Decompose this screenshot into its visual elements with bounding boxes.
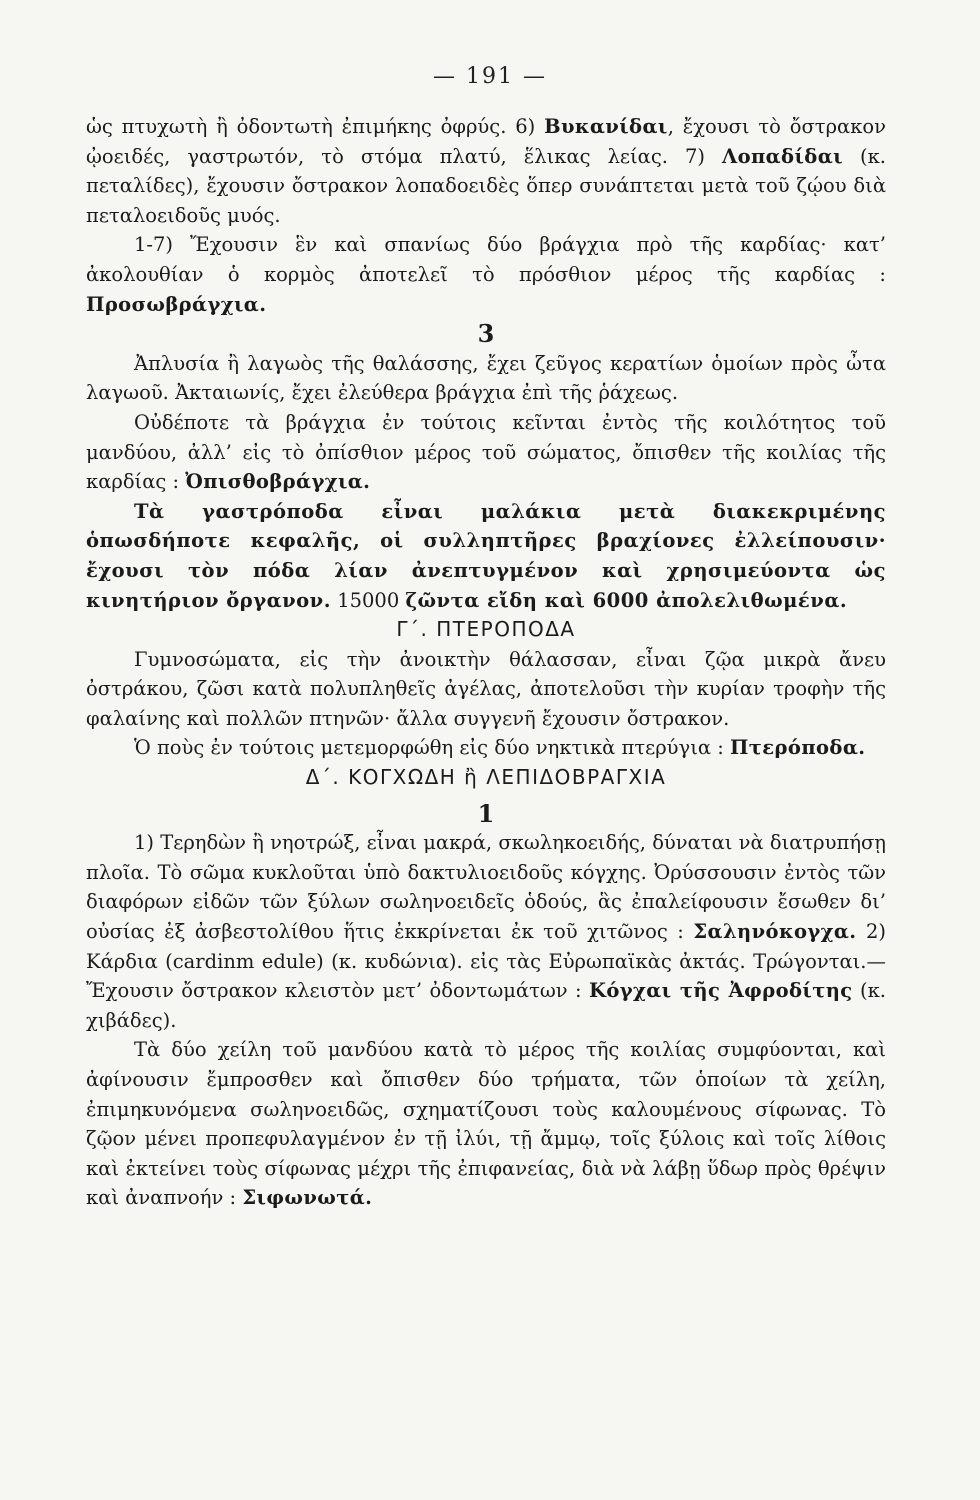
bold-text-run: Τὰ γαστρόποδα εἶναι μαλάκια μετὰ διακεκριμένης ὁπωσδήποτε κεφαλῆς, οἱ συλληπτῆρες βραχίονες ἐλλείπουσιν· ἔχουσι τὸν πόδα λίαν ἀνεπτυγμένον καὶ χρησιμεύοντα ὡς κινητήριον ὄργανον. xyxy=(86,499,886,612)
paragraph xyxy=(86,408,886,497)
page-number: — 191 — xyxy=(433,64,547,89)
text-run: Ὁ ποὺς ἐν τούτοις μετεμορφώθη εἰς δύο νηκτικὰ πτερύγια : xyxy=(134,736,730,760)
section-number: 1 xyxy=(477,798,495,828)
text-run: Τὰ δύο χείλη τοῦ μανδύου κατὰ τὸ μέρος τῆς κοιλίας συμφύονται, καὶ ἀφίνουσιν ἔμπροσθεν καὶ ὄπισθεν δύο τρήματα, τῶν ὁποίων τὰ χείλη, ἐπιμηκυνόμενα σωληνοειδῶς, σχηματίζουσι τοὺς καλουμένους σίφωνας. Τὸ ζῷον μένει προπεφυλαγμένον ἐν τῇ ἰλύι, τῇ ἄμμῳ, τοῖς ξύλοις καὶ τοῖς λίθοις καὶ ἐκτείνει τοὺς σίφωνας μέχρι τῆς ἐπιφανείας, διὰ νὰ λάβῃ ὕδωρ πρὸς θρέψιν καὶ ἀναπνοήν : xyxy=(86,1038,886,1210)
text-run: 2) Κάρδια (cardinm edule) (κ. κυδώνια). εἰς τὰς Εὐρωπαϊκὰς ἀκτάς. Τρώγονται.—Ἔχουσιν ὄστρακον κλειστὸν μετ’ ὀδοντωμάτων : xyxy=(86,920,887,1003)
page-body xyxy=(86,112,886,1213)
paragraph xyxy=(86,497,886,615)
section-heading: Γ΄. ΠΤΕΡΟΠΟΔΑ xyxy=(396,617,576,642)
text-run: , ἔχουσι τὸ ὄστρακον ᾠοειδές, γαστρωτόν, τὸ στόμα πλατύ, ἕλικας λείας. 7) xyxy=(86,115,886,168)
taxon-term: Ὀπισθοβράγχια. xyxy=(185,470,371,494)
text-run: 1) Τερηδὼν ἢ νηοτρώξ, εἶναι μακρά, σκωληκοειδής, δύναται νὰ διατρυπήσῃ πλοῖα. Τὸ σῶμα κυκλοῦται ὑπὸ δακτυλιοειδοῦς κόγχης. Ὀρύσσουσιν ἐντὸς τῶν διαφόρων εἰδῶν τῶν ξύλων σωληνοειδεῖς ὁδούς, ἃς ἐπαλείφουσιν ἔσωθεν δι’ οὐσίας ἐξ ἀσβεστολίθου ἥτις ἐκκρίνεται ἐκ τοῦ χιτῶνος : xyxy=(86,831,886,944)
paragraph xyxy=(86,112,886,230)
section-heading: Δ΄. ΚΟΓΧΩΔΗ ἢ ΛΕΠΙΔΟΒΡΑΓΧΙΑ xyxy=(305,765,667,790)
paragraph xyxy=(86,733,886,763)
section-number: 3 xyxy=(477,319,495,349)
taxon-term: Σαληνόκογχα. xyxy=(693,920,857,944)
paragraph xyxy=(86,1035,886,1213)
text-run: (κ. πεταλίδες), ἔχουσιν ὄστρακον λοπαδοειδὲς ὅπερ συνάπτεται μετὰ τοῦ ζῴου διὰ πεταλοειδοῦς μυός. xyxy=(86,144,886,227)
paragraph xyxy=(86,645,886,734)
taxon-term: Βυκανίδαι xyxy=(544,115,668,138)
paragraph xyxy=(86,230,886,319)
text-run: (κ. χιβάδες). xyxy=(86,979,886,1032)
text-run: ὡς πτυχωτὴ ἢ ὀδοντωτὴ ἐπιμήκης ὀφρύς. 6) xyxy=(86,115,545,138)
text-run: Οὐδέποτε τὰ βράγχια ἐν τούτοις κεῖνται ἐντὸς τῆς κοιλότητος τοῦ μανδύου, ἀλλ’ εἰς τὸ ὀπίσθιον μέρος τοῦ σώματος, ὄπισθεν τῆς κοιλίας τῆς καρδίας : xyxy=(86,410,886,494)
taxon-term: Λοπαδίδαι xyxy=(722,144,843,168)
text-run: Γυμνοσώματα, εἰς τὴν ἀνοικτὴν θάλασσαν, εἶναι ζῷα μικρὰ ἄνευ ὀστράκου, ζῶσι κατὰ πολυπληθεῖς ἀγέλας, ἀποτελοῦσι τὴν κυρίαν τροφὴν τῆς φαλαίνης καὶ πολλῶν πτηνῶν· ἄλλα συγγενῆ ἔχουσιν ὄστρακον. xyxy=(86,647,886,730)
text-run: 15000 xyxy=(331,588,406,612)
paragraph xyxy=(86,349,886,408)
taxon-term: Πτερόποδα. xyxy=(729,736,866,760)
taxon-term: Κόγχαι τῆς Ἀφροδίτης xyxy=(588,979,853,1003)
text-run: 1-7) Ἔχουσιν ἓν καὶ σπανίως δύο βράγχια πρὸ τῆς καρδίας· κατ’ ἀκολουθίαν ὁ κορμὸς ἀποτελεῖ τὸ πρόσθιον μέρος τῆς καρδίας : xyxy=(86,233,886,286)
text-run: Ἀπλυσία ἢ λαγωὸς τῆς θαλάσσης, ἔχει ζεῦγος κερατίων ὁμοίων πρὸς ὦτα λαγωοῦ. Ἀκταιωνίς, ἔχει ἐλεύθερα βράγχια ἐπὶ τῆς ῥάχεως. xyxy=(86,351,886,405)
taxon-term: Σιφωνωτά. xyxy=(242,1186,373,1210)
taxon-term: Προσωβράγχια. xyxy=(86,292,267,316)
bold-text-run: ζῶντα εἴδη καὶ 6000 ἀπολελιθωμένα. xyxy=(405,588,848,612)
paragraph xyxy=(86,828,886,1035)
